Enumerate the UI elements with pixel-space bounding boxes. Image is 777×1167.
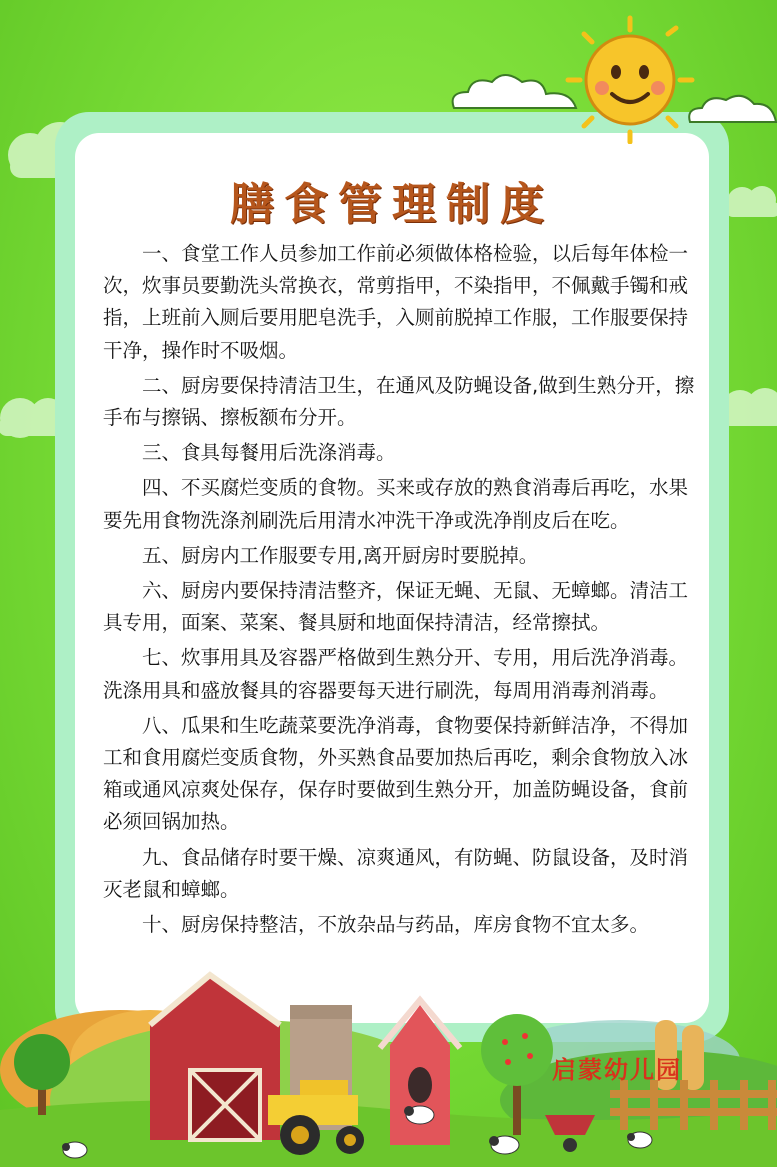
school-name: 启蒙幼儿园 xyxy=(552,1055,682,1084)
regulation-item: 七、炊事用具及容器严格做到生熟分开、专用，用后洗净消毒。洗涤用具和盛放餐具的容器要每天进行刷洗，每周用消毒剂消毒。 xyxy=(103,646,689,702)
regulation-item: 二、厨房要保持清洁卫生，在通风及防蝇设备,做到生熟分开，擦手布与擦锅、擦板额布分开。 xyxy=(103,373,695,430)
regulation-item: 十、厨房保持整洁，不放杂品与药品，库房食物不宜太多。 xyxy=(142,913,650,937)
regulation-item: 八、瓜果和生吃蔬菜要洗净消毒，食物要保持新鲜洁净，不得加工和食用腐烂变质食物，外买熟食品要加热后再吃，剩余食物放入冰箱或通风凉爽处保存，保存时要做到生熟分开，加盖防蝇设备，食前必须回锅加热。 xyxy=(103,713,689,834)
regulation-item: 六、厨房内要保持清洁整齐，保证无蝇、无鼠、无蟑螂。清洁工具专用，面案、菜案、餐具厨和地面保持清洁，经常擦拭。 xyxy=(103,579,689,635)
page-title: 膳食管理制度 xyxy=(230,179,554,230)
regulation-item: 三、食具每餐用后洗涤消毒。 xyxy=(142,441,396,465)
regulation-item: 五、厨房内工作服要专用,离开厨房时要脱掉。 xyxy=(142,543,539,567)
regulations-list xyxy=(103,238,695,944)
regulation-item: 一、食堂工作人员参加工作前必须做体格检验，以后每年体检一次，炊事员要勤洗头常换衣，常剪指甲，不染指甲，不佩戴手镯和戒指，上班前入厕后要用肥皂洗手，入厕前脱掉工作服，工作服要保持干净，操作时不吸烟。 xyxy=(103,242,689,362)
sun-icon xyxy=(560,14,700,144)
regulation-item: 四、不买腐烂变质的食物。买来或存放的熟食消毒后再吃，水果要先用食物洗涤剂刷洗后用清水冲洗干净或洗净削皮后在吃。 xyxy=(103,476,689,532)
regulation-item: 九、食品储存时要干燥、凉爽通风，有防蝇、防鼠设备，及时消灭老鼠和蟑螂。 xyxy=(103,845,689,901)
